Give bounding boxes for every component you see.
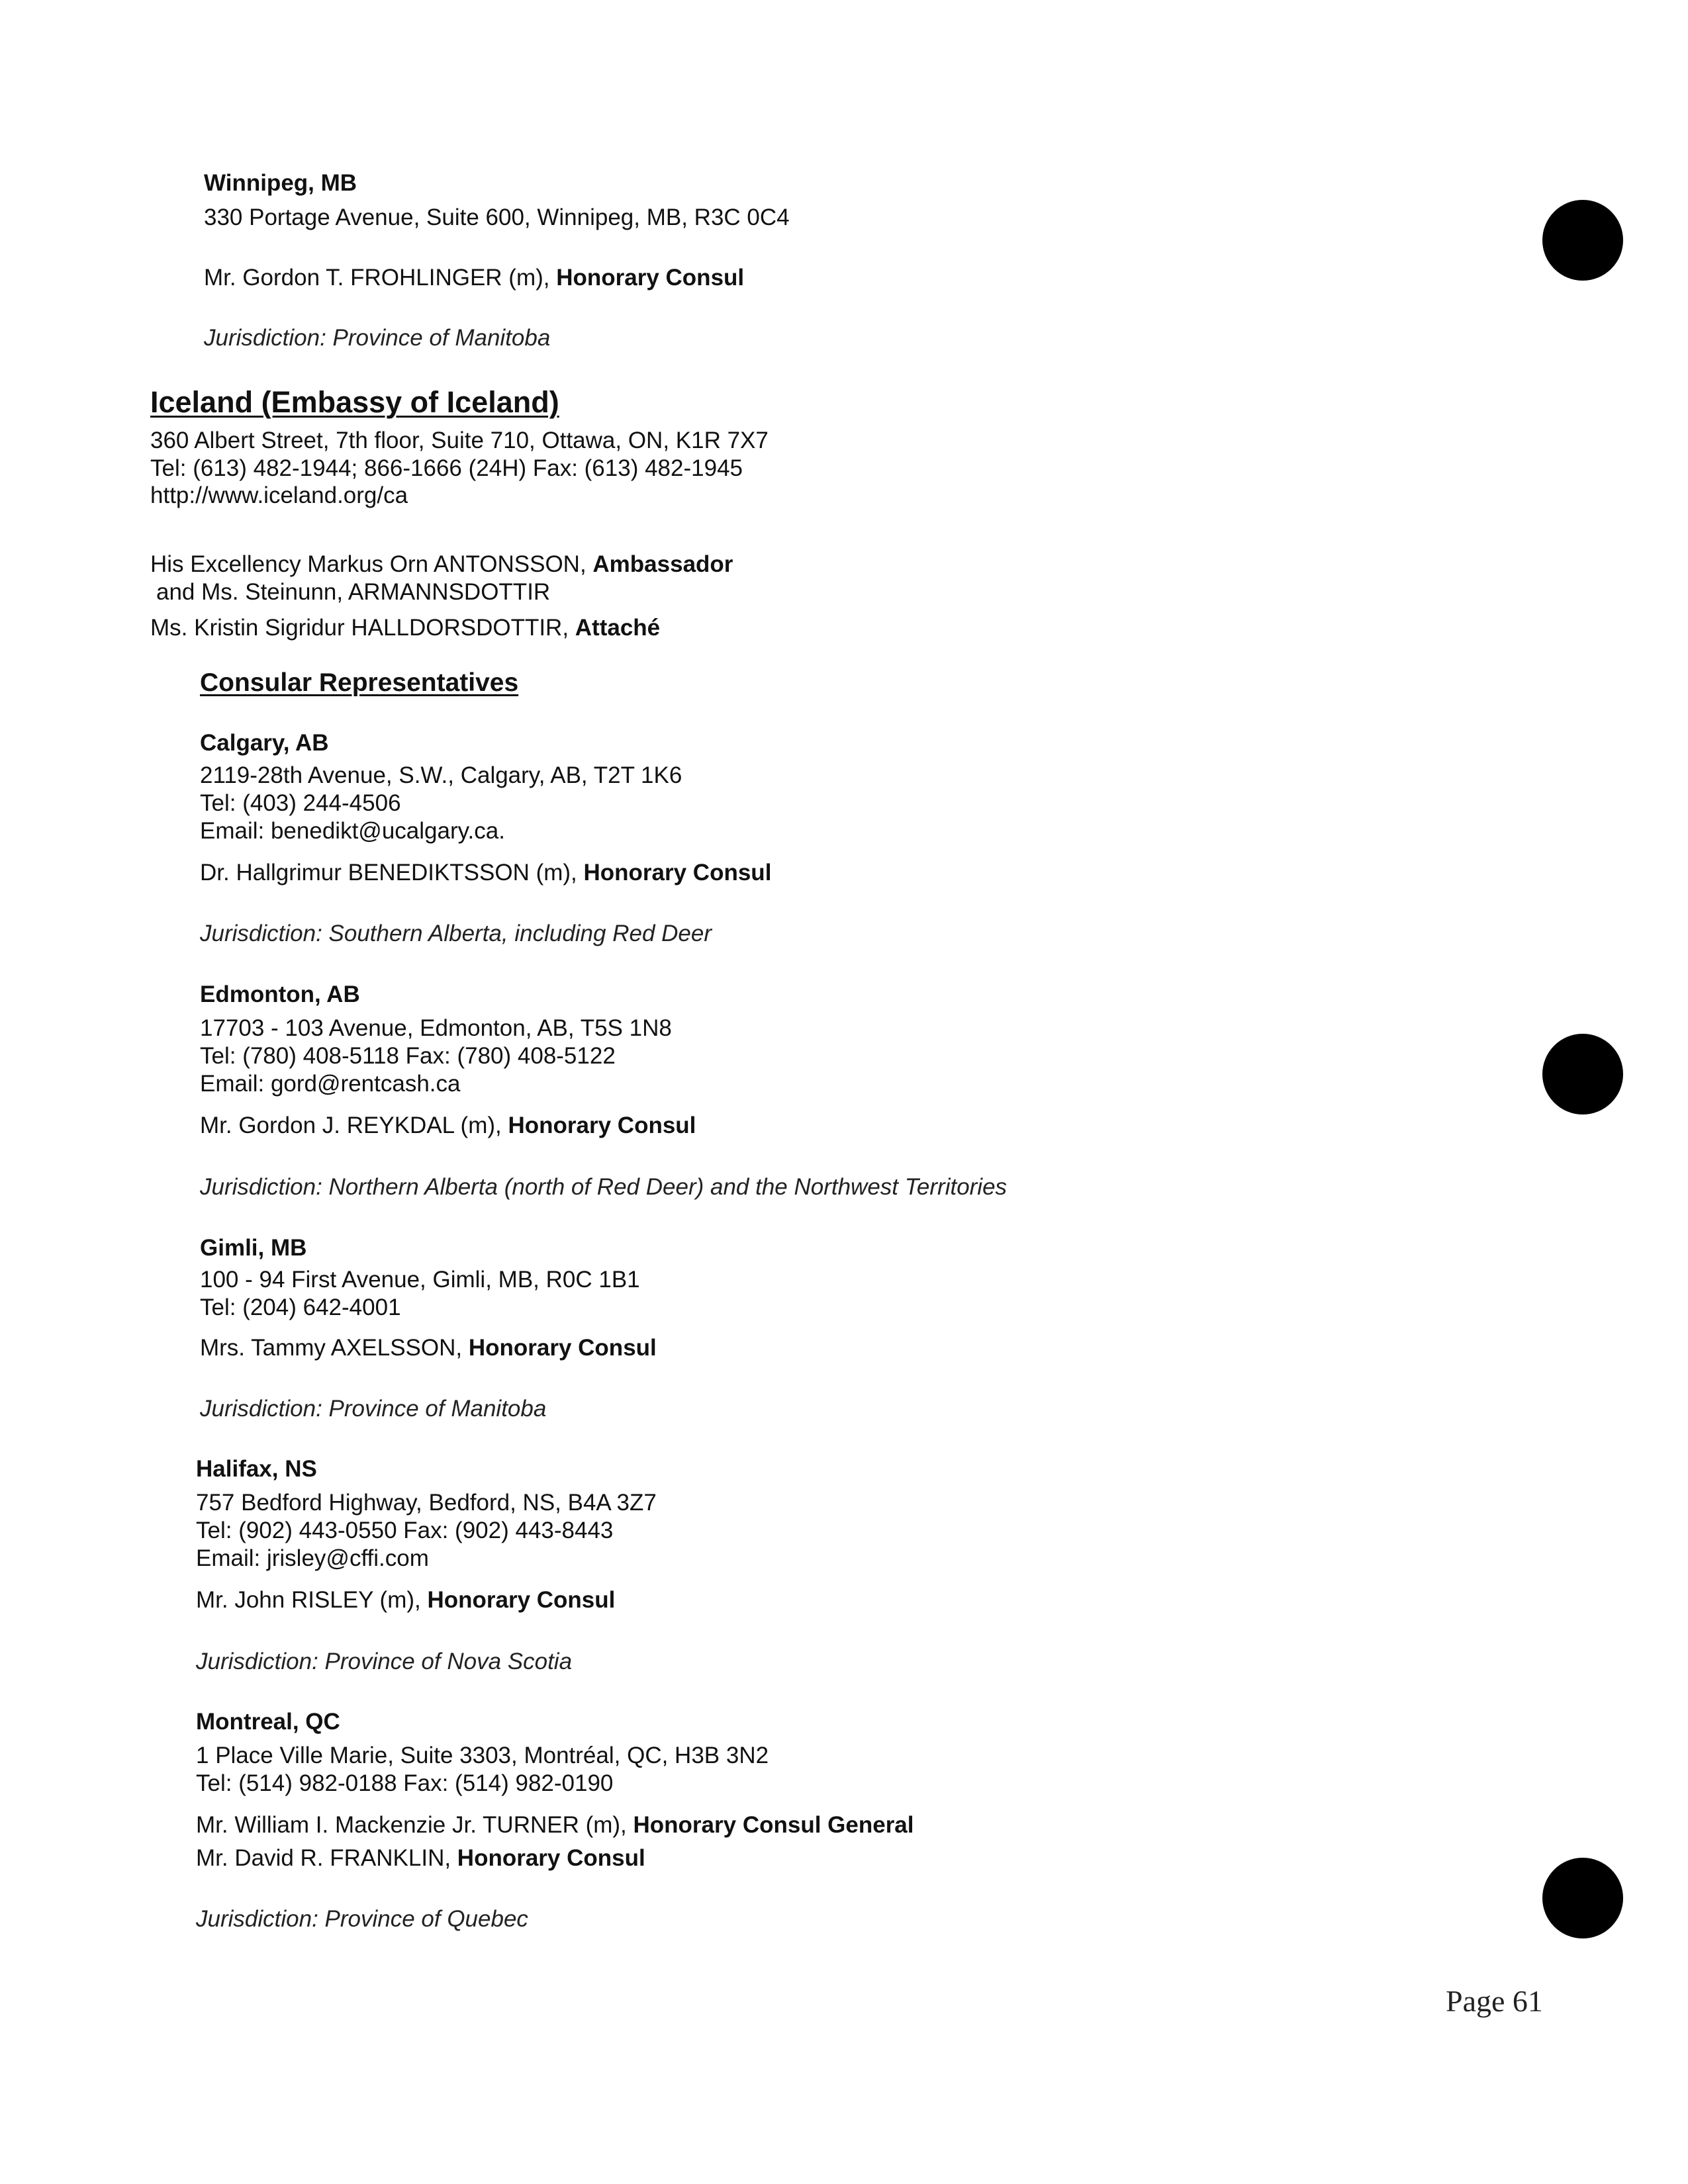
calgary-city: Calgary, AB: [200, 730, 329, 756]
calgary-address: 2119-28th Avenue, S.W., Calgary, AB, T2T 1K6: [200, 762, 682, 788]
edmonton-tel: Tel: (780) 408-5118 Fax: (780) 408-5122: [200, 1043, 616, 1069]
calgary-consul: [200, 859, 771, 887]
montreal-person1: Mr. William I. Mackenzie Jr. TURNER (m),: [196, 1812, 633, 1838]
montreal-city: Montreal, QC: [196, 1709, 340, 1735]
edmonton-consul: [200, 1112, 696, 1140]
halifax-tel: Tel: (902) 443-0550 Fax: (902) 443-8443: [196, 1518, 614, 1543]
gimli-person: Mrs. Tammy AXELSSON,: [200, 1335, 469, 1361]
gimli-tel: Tel: (204) 642-4001: [200, 1295, 401, 1320]
halifax-address: 757 Bedford Highway, Bedford, NS, B4A 3Z7: [196, 1490, 657, 1516]
edmonton-jurisdiction: Jurisdiction: Northern Alberta (north of Red Deer) and the Northwest Territories: [200, 1174, 1008, 1200]
punch-hole-bottom: [1542, 1858, 1623, 1938]
calgary-person: Dr. Hallgrimur BENEDIKTSSON (m),: [200, 860, 584, 886]
winnipeg-consul: [204, 264, 744, 292]
embassy-url: http://www.iceland.org/ca: [150, 482, 408, 508]
winnipeg-person: Mr. Gordon T. FROHLINGER (m),: [204, 265, 557, 291]
embassy-heading: Iceland (Embassy of Iceland): [150, 385, 559, 419]
embassy-tel: Tel: (613) 482-1944; 866-1666 (24H) Fax: (613) 482-1945: [150, 455, 743, 481]
calgary-email: Email: benedikt@ucalgary.ca.: [200, 818, 505, 844]
edmonton-city: Edmonton, AB: [200, 981, 360, 1007]
montreal-role2: Honorary Consul: [457, 1845, 645, 1871]
winnipeg-city: Winnipeg, MB: [204, 170, 357, 196]
montreal-consul-general: [196, 1811, 914, 1839]
attache-role: Attaché: [575, 615, 661, 641]
montreal-role1: Honorary Consul General: [633, 1812, 914, 1838]
attache-name: Ms. Kristin Sigridur HALLDORSDOTTIR,: [150, 615, 575, 641]
montreal-address: 1 Place Ville Marie, Suite 3303, Montréal, QC, H3B 3N2: [196, 1743, 769, 1768]
calgary-tel: Tel: (403) 244-4506: [200, 790, 401, 816]
montreal-tel: Tel: (514) 982-0188 Fax: (514) 982-0190: [196, 1770, 614, 1796]
edmonton-address: 17703 - 103 Avenue, Edmonton, AB, T5S 1N8: [200, 1015, 672, 1041]
ambassador-name: His Excellency Markus Orn ANTONSSON,: [150, 551, 593, 577]
page-number: Page 61: [1446, 1984, 1543, 2018]
edmonton-email: Email: gord@rentcash.ca: [200, 1071, 461, 1097]
gimli-address: 100 - 94 First Avenue, Gimli, MB, R0C 1B1: [200, 1267, 640, 1293]
edmonton-person: Mr. Gordon J. REYKDAL (m),: [200, 1113, 508, 1138]
calgary-jurisdiction: Jurisdiction: Southern Alberta, including Red Deer: [200, 921, 712, 946]
embassy-ambassador: [150, 551, 733, 578]
embassy-attache: [150, 614, 660, 642]
embassy-spouse: and Ms. Steinunn, ARMANNSDOTTIR: [156, 579, 551, 605]
winnipeg-role: Honorary Consul: [556, 265, 745, 291]
consular-heading: Consular Representatives: [200, 668, 519, 697]
winnipeg-jurisdiction: Jurisdiction: Province of Manitoba: [204, 325, 551, 351]
winnipeg-address: 330 Portage Avenue, Suite 600, Winnipeg, MB, R3C 0C4: [204, 205, 790, 230]
punch-hole-middle: [1542, 1034, 1623, 1115]
halifax-role: Honorary Consul: [427, 1587, 616, 1613]
gimli-jurisdiction: Jurisdiction: Province of Manitoba: [200, 1396, 547, 1422]
halifax-city: Halifax, NS: [196, 1456, 317, 1482]
montreal-jurisdiction: Jurisdiction: Province of Quebec: [196, 1906, 528, 1932]
ambassador-role: Ambassador: [592, 551, 733, 577]
punch-hole-top: [1542, 200, 1623, 281]
montreal-person2: Mr. David R. FRANKLIN,: [196, 1845, 457, 1871]
gimli-role: Honorary Consul: [468, 1335, 657, 1361]
edmonton-role: Honorary Consul: [508, 1113, 696, 1138]
halifax-email: Email: jrisley@cffi.com: [196, 1545, 429, 1571]
halifax-jurisdiction: Jurisdiction: Province of Nova Scotia: [196, 1649, 573, 1674]
halifax-person: Mr. John RISLEY (m),: [196, 1587, 428, 1613]
embassy-address: 360 Albert Street, 7th floor, Suite 710, Ottawa, ON, K1R 7X7: [150, 428, 769, 453]
calgary-role: Honorary Consul: [583, 860, 772, 886]
montreal-consul: [196, 1844, 645, 1872]
halifax-consul: [196, 1586, 615, 1614]
gimli-consul: [200, 1334, 657, 1362]
gimli-city: Gimli, MB: [200, 1235, 307, 1261]
